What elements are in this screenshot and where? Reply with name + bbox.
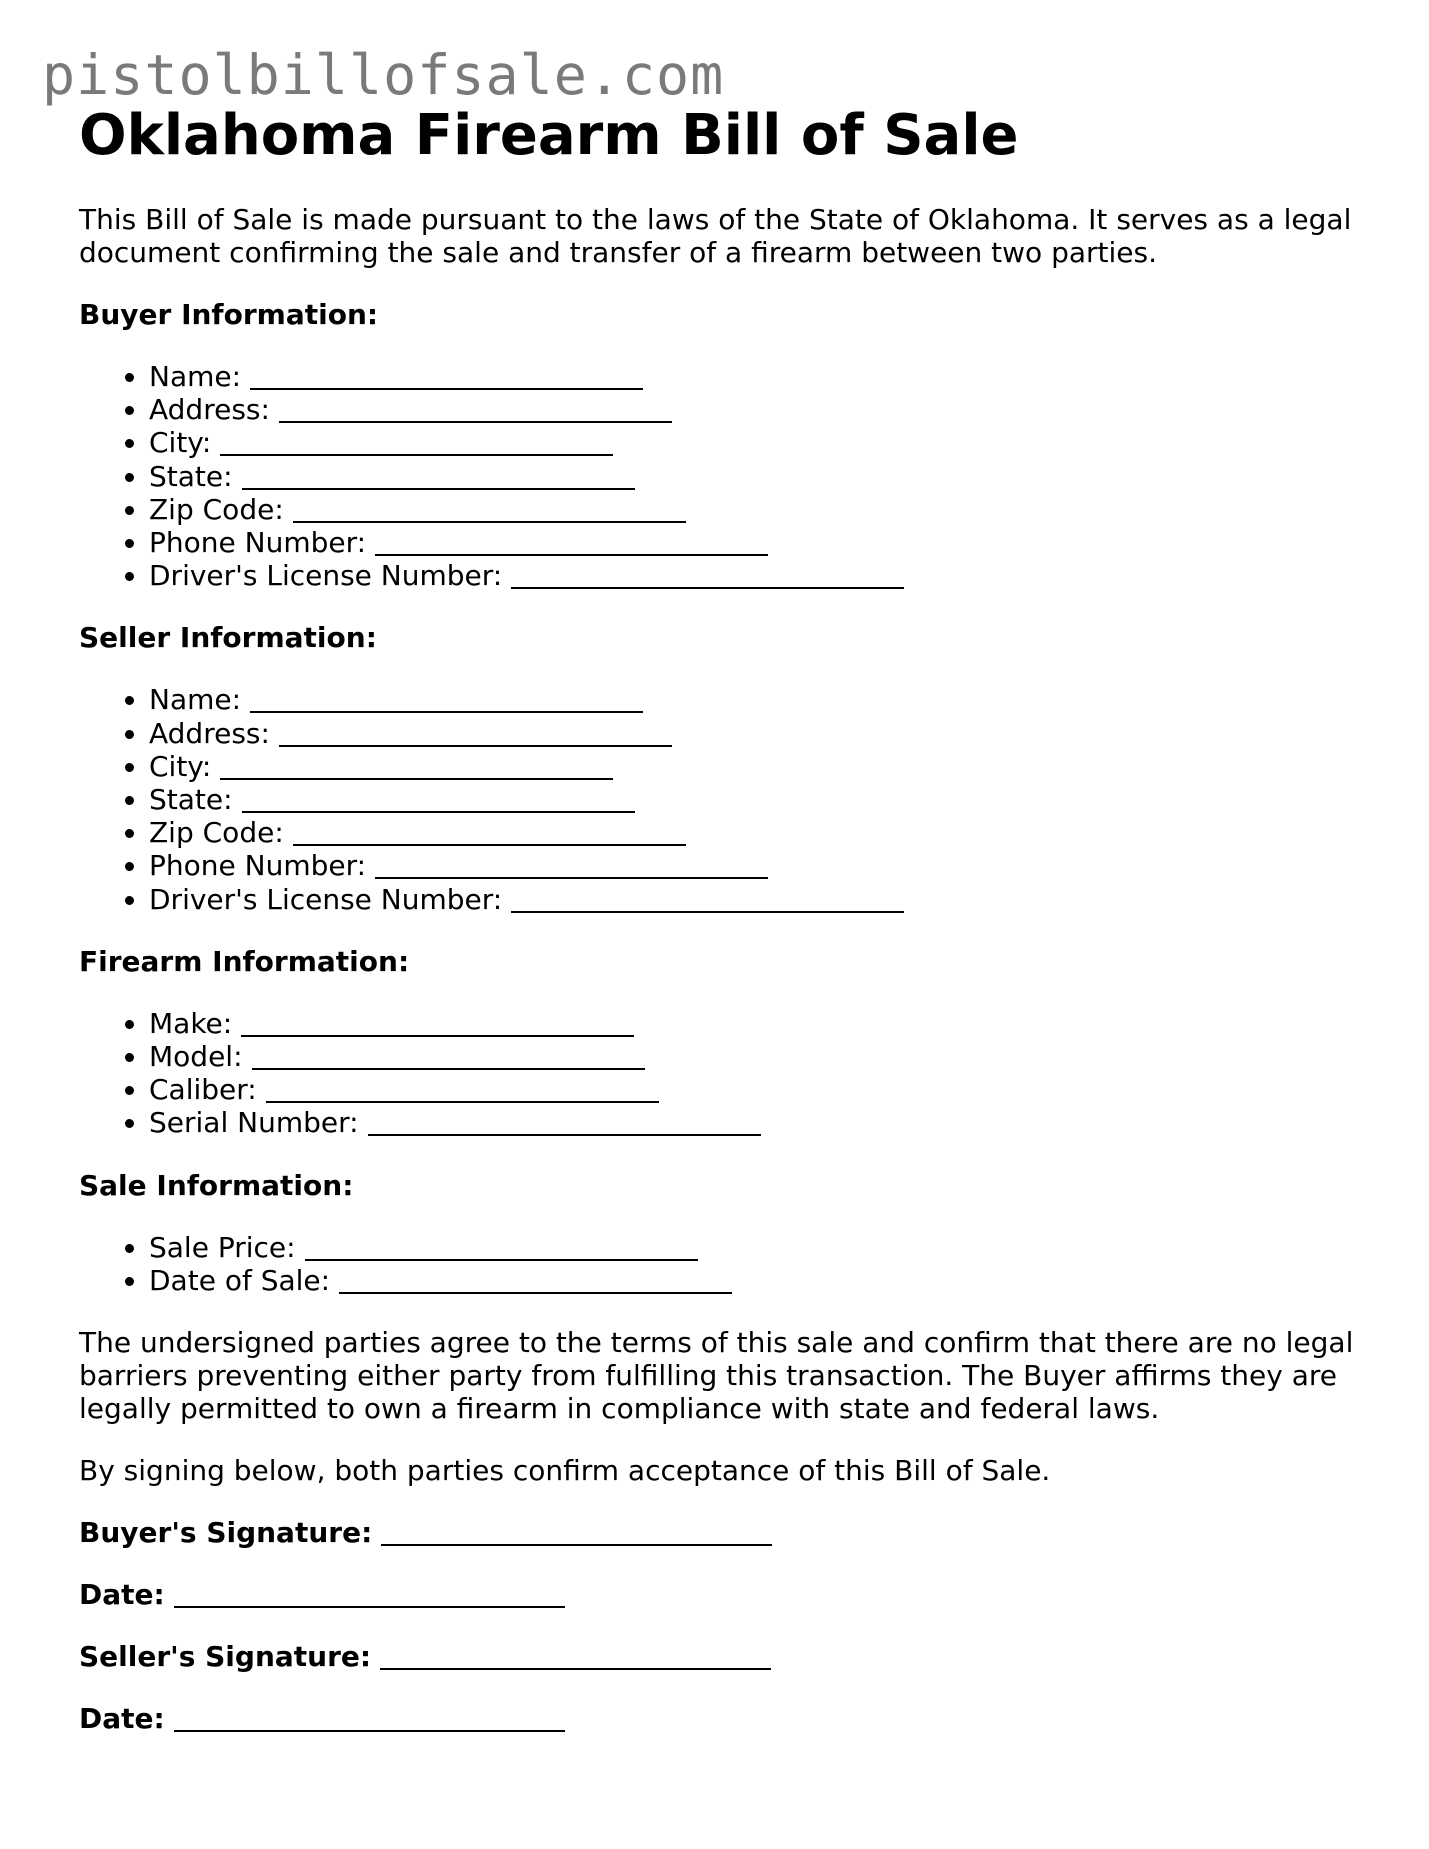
blank-line[interactable] bbox=[266, 1101, 659, 1103]
field-label: Caliber: bbox=[149, 1073, 257, 1107]
seller-name-field bbox=[149, 683, 1369, 716]
date-label: Date: bbox=[79, 1702, 165, 1736]
firearm-make-field bbox=[149, 1007, 1369, 1040]
field-label: Zip Code: bbox=[149, 816, 284, 850]
sale-price-field bbox=[149, 1231, 1369, 1264]
field-label: City: bbox=[149, 749, 212, 783]
field-label: Make: bbox=[149, 1006, 233, 1040]
blank-line[interactable] bbox=[293, 521, 686, 523]
field-label: Serial Number: bbox=[149, 1106, 359, 1140]
seller-city-field bbox=[149, 750, 1369, 783]
firearm-serial-field bbox=[149, 1106, 1369, 1139]
seller-zip-field bbox=[149, 816, 1369, 849]
site-watermark: pistolbillofsale.com bbox=[42, 43, 725, 107]
seller-state-field bbox=[149, 783, 1369, 816]
field-label: Name: bbox=[149, 683, 242, 717]
field-label: Date of Sale: bbox=[149, 1263, 331, 1297]
field-label: City: bbox=[149, 426, 212, 460]
signature-label: Buyer's Signature: bbox=[79, 1516, 373, 1550]
blank-line[interactable] bbox=[174, 1730, 565, 1732]
blank-line[interactable] bbox=[375, 877, 768, 879]
blank-line[interactable] bbox=[242, 811, 635, 813]
buyer-state-field bbox=[149, 460, 1369, 493]
buyer-signature-line bbox=[79, 1516, 1369, 1549]
buyer-field-list bbox=[79, 360, 1369, 592]
buyer-address-field bbox=[149, 393, 1369, 426]
blank-line[interactable] bbox=[380, 1668, 771, 1670]
field-label: State: bbox=[149, 783, 233, 817]
firearm-section-heading: Firearm Information: bbox=[79, 944, 410, 978]
buyer-phone-field bbox=[149, 526, 1369, 559]
blank-line[interactable] bbox=[279, 745, 672, 747]
field-label: Zip Code: bbox=[149, 492, 284, 526]
acceptance-paragraph: By signing below, both parties confirm acceptance of this Bill of Sale. bbox=[79, 1454, 1051, 1488]
field-label: Driver's License Number: bbox=[149, 559, 503, 593]
buyer-name-field bbox=[149, 360, 1369, 393]
blank-line[interactable] bbox=[511, 587, 904, 589]
document-title: Oklahoma Firearm Bill of Sale bbox=[79, 103, 1019, 168]
blank-line[interactable] bbox=[339, 1292, 732, 1294]
seller-section-heading: Seller Information: bbox=[79, 621, 377, 655]
field-label: State: bbox=[149, 459, 233, 493]
blank-line[interactable] bbox=[511, 911, 904, 913]
blank-line[interactable] bbox=[242, 488, 635, 490]
seller-address-field bbox=[149, 717, 1369, 750]
field-label: Phone Number: bbox=[149, 849, 367, 883]
blank-line[interactable] bbox=[250, 711, 643, 713]
sale-field-list bbox=[79, 1231, 1369, 1297]
blank-line[interactable] bbox=[220, 778, 613, 780]
blank-line[interactable] bbox=[375, 554, 768, 556]
field-label: Phone Number: bbox=[149, 526, 367, 560]
sale-date-field bbox=[149, 1264, 1369, 1297]
seller-phone-field bbox=[149, 849, 1369, 882]
agreement-paragraph: The undersigned parties agree to the terms of this sale and confirm that there are no legal barriers preventing either party from fulfilling this transaction. The Buyer affirms they are legally permitted to own a firearm in compliance with state and federal laws. bbox=[79, 1326, 1354, 1426]
blank-line[interactable] bbox=[252, 1068, 645, 1070]
blank-line[interactable] bbox=[368, 1134, 761, 1136]
buyer-license-field bbox=[149, 559, 1369, 592]
seller-date-line bbox=[79, 1702, 1369, 1735]
blank-line[interactable] bbox=[279, 421, 672, 423]
field-label: Sale Price: bbox=[149, 1230, 296, 1264]
seller-field-list bbox=[79, 683, 1369, 915]
firearm-field-list bbox=[79, 1007, 1369, 1140]
blank-line[interactable] bbox=[293, 844, 686, 846]
blank-line[interactable] bbox=[305, 1259, 698, 1261]
buyer-zip-field bbox=[149, 493, 1369, 526]
field-label: Address: bbox=[149, 716, 270, 750]
firearm-caliber-field bbox=[149, 1073, 1369, 1106]
buyer-section-heading: Buyer Information: bbox=[79, 298, 379, 331]
blank-line[interactable] bbox=[174, 1606, 565, 1608]
field-label: Name: bbox=[149, 360, 242, 393]
buyer-city-field bbox=[149, 426, 1369, 459]
firearm-model-field bbox=[149, 1040, 1369, 1073]
intro-paragraph: This Bill of Sale is made pursuant to the laws of the State of Oklahoma. It serves as a legal document confirming the sale and transfer of a firearm between two parties. bbox=[79, 203, 1352, 269]
bill-of-sale-document bbox=[79, 98, 1369, 1735]
signature-label: Seller's Signature: bbox=[79, 1640, 372, 1674]
blank-line[interactable] bbox=[381, 1544, 772, 1546]
blank-line[interactable] bbox=[241, 1035, 634, 1037]
sale-section-heading: Sale Information: bbox=[79, 1168, 354, 1202]
seller-signature-line bbox=[79, 1640, 1369, 1673]
date-label: Date: bbox=[79, 1578, 165, 1612]
blank-line[interactable] bbox=[220, 454, 613, 456]
field-label: Driver's License Number: bbox=[149, 882, 503, 916]
field-label: Address: bbox=[149, 393, 270, 427]
buyer-date-line bbox=[79, 1578, 1369, 1611]
seller-license-field bbox=[149, 883, 1369, 916]
field-label: Model: bbox=[149, 1040, 243, 1074]
blank-line[interactable] bbox=[250, 388, 643, 390]
